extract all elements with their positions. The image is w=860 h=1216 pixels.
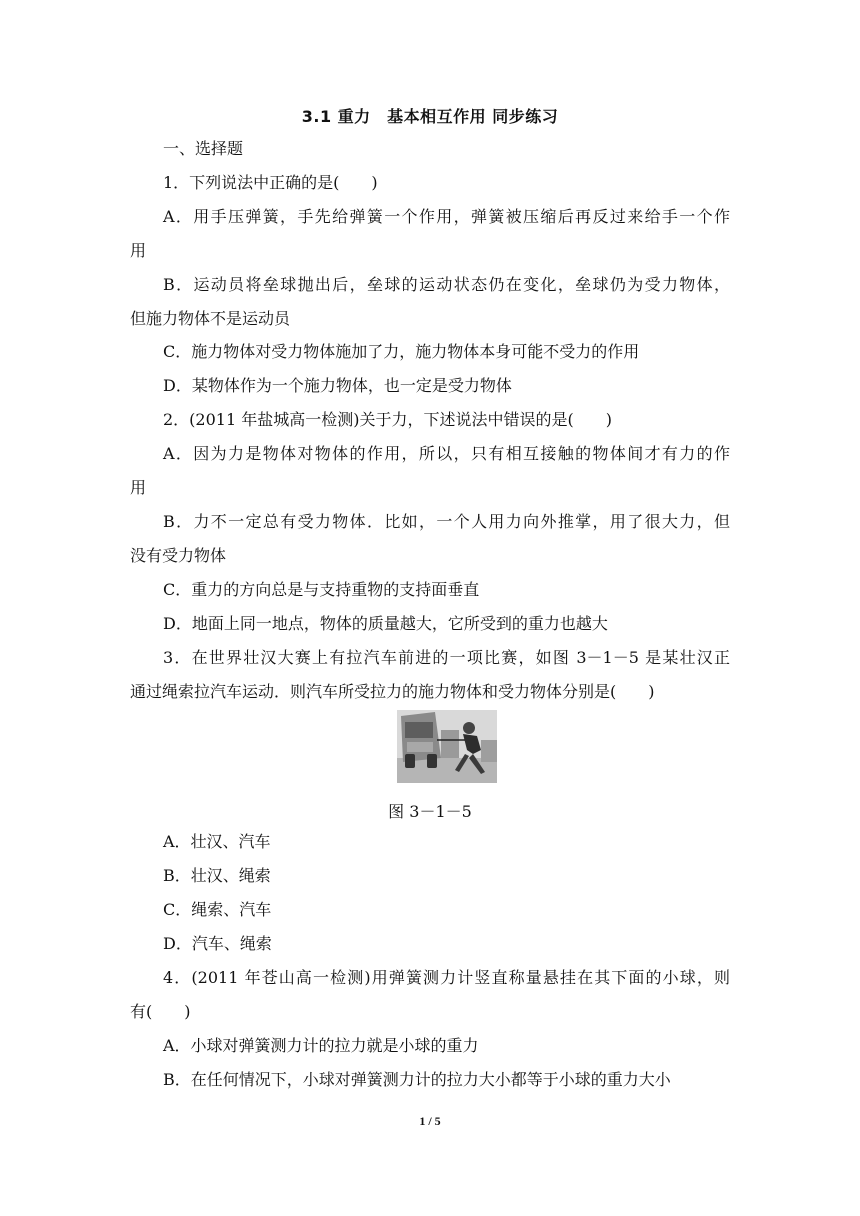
q3-option-a: A．壮汉、汽车 (163, 832, 271, 851)
q1-option-d: D．某物体作为一个施力物体，也一定是受力物体 (163, 376, 512, 395)
q1-stem: 1．下列说法中正确的是( ) (163, 173, 378, 192)
figure-caption: 图 3－1－5 (388, 802, 472, 821)
q4-option-b: B．在任何情况下，小球对弹簧测力计的拉力大小都等于小球的重力大小 (163, 1070, 671, 1089)
q2-option-c: C．重力的方向总是与支持重物的支持面垂直 (163, 580, 480, 599)
q4-stem-cont: 有( ) (130, 1002, 191, 1021)
figure-truck-pull-photo (397, 710, 497, 783)
q1-option-a: A．用手压弹簧，手先给弹簧一个作用，弹簧被压缩后再反过来给手一个作 (163, 207, 730, 226)
q4-option-a: A．小球对弹簧测力计的拉力就是小球的重力 (163, 1036, 479, 1055)
q4-stem: 4．(2011 年苍山高一检测)用弹簧测力计竖直称量悬挂在其下面的小球，则 (163, 968, 730, 987)
q2-option-a: A．因为力是物体对物体的作用，所以，只有相互接触的物体间才有力的作 (163, 444, 730, 463)
q3-stem-cont: 通过绳索拉汽车运动．则汽车所受拉力的施力物体和受力物体分别是( ) (130, 682, 655, 701)
q2-stem: 2．(2011 年盐城高一检测)关于力，下述说法中错误的是( ) (163, 410, 612, 429)
q1-option-b: B．运动员将垒球抛出后，垒球的运动状态仍在变化，垒球仍为受力物体， (163, 275, 730, 294)
q2-option-d: D．地面上同一地点，物体的质量越大，它所受到的重力也越大 (163, 614, 608, 633)
page-number: 1 / 5 (419, 1114, 441, 1128)
q3-option-c: C．绳索、汽车 (163, 900, 272, 919)
q3-stem: 3．在世界壮汉大赛上有拉汽车前进的一项比赛，如图 3－1－5 是某壮汉正 (163, 648, 730, 667)
q2-option-b-cont: 没有受力物体 (130, 546, 227, 565)
q3-option-b: B．壮汉、绳索 (163, 866, 271, 885)
q2-option-b: B．力不一定总有受力物体．比如，一个人用力向外推掌，用了很大力，但 (163, 512, 730, 531)
q3-option-d: D．汽车、绳索 (163, 934, 272, 953)
q1-option-c: C．施力物体对受力物体施加了力，施力物体本身可能不受力的作用 (163, 342, 640, 361)
q1-option-a-cont: 用 (130, 241, 147, 260)
q1-option-b-cont: 但施力物体不是运动员 (130, 309, 291, 328)
document-title: 3.1 重力 基本相互作用 同步练习 (301, 107, 559, 126)
section-heading: 一、选择题 (163, 139, 244, 158)
q2-option-a-cont: 用 (130, 478, 147, 497)
